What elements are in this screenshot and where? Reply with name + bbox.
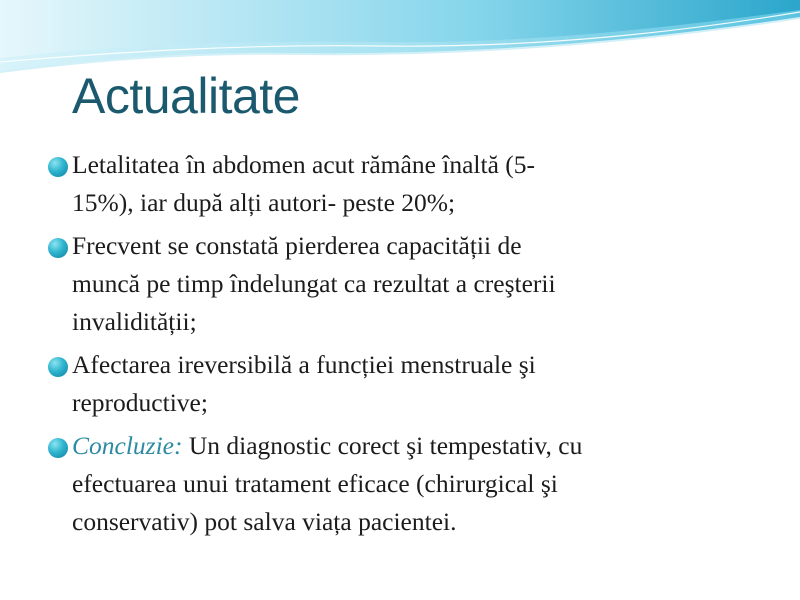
bullet-dot-icon xyxy=(48,438,68,458)
bullet-item xyxy=(48,146,760,222)
bullet-line: Letalitatea în abdomen acut rămâne înaltă (5- xyxy=(72,150,536,179)
bullet-line: invalidității; xyxy=(72,307,197,336)
bullet-item xyxy=(48,227,760,341)
bullet-item-conclusion xyxy=(48,427,760,541)
slide-title: Actualitate xyxy=(72,68,300,124)
bullet-dot-icon xyxy=(48,157,68,177)
bullet-line: efectuarea unui tratament eficace (chirurgical şi xyxy=(72,469,558,498)
bullet-list xyxy=(48,146,760,546)
conclusion-first-line: Un diagnostic corect şi tempestativ, cu xyxy=(182,431,583,460)
bullet-line: Afectarea ireversibilă a funcției menstruale şi xyxy=(72,350,536,379)
bullet-line: reproductive; xyxy=(72,388,208,417)
bullet-line: Frecvent se constată pierderea capacității de xyxy=(72,231,522,260)
bullet-line xyxy=(72,427,760,465)
bullet-line: 15%), iar după alți autori- peste 20%; xyxy=(72,188,456,217)
conclusion-label: Concluzie: xyxy=(72,431,183,460)
bullet-line: conservativ) pot salva viața pacientei. xyxy=(72,507,457,536)
bullet-dot-icon xyxy=(48,238,68,258)
bullet-line: muncă pe timp îndelungat ca rezultat a creşterii xyxy=(72,269,556,298)
bullet-dot-icon xyxy=(48,357,68,377)
bullet-item xyxy=(48,346,760,422)
